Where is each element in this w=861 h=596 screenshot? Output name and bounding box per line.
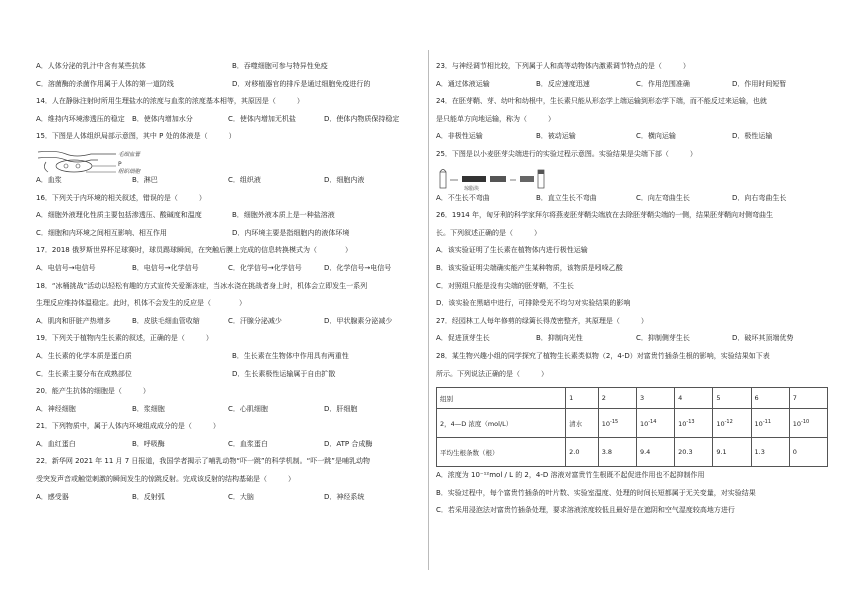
concentration-base: 10 [639,419,649,428]
answer-option: C．细胞和内环境之间相互影响、相互作用 [36,228,167,237]
answer-option: B．抑制向光性 [536,334,583,343]
concentration-base: 10 [678,419,687,428]
right.lines_bottom-options-row [436,332,828,350]
left.lines_bottom-text-line: 22．新华网 2021 年 11 月 7 日报道，我国学者揭示了哺乳动物“吓一跳”的科学机制。“吓一跳”是哺乳动物 [36,457,370,466]
concentration-exponent: -15 [610,418,619,425]
right.lines_bottom-text-line: 26．1914 年，匈牙利的科学家拜尔将燕麦胚芽鞘尖端放在去除胚芽鞘尖端的一侧，结果胚芽鞘向对侧弯曲生 [436,211,773,220]
answer-option: C．横向运输 [636,132,676,141]
answer-option: B．细胞外液本质上是一种盐溶液 [232,211,335,220]
fig15-label-p: P [118,160,122,168]
answer-option: B．反射弧 [132,492,165,501]
answer-option: D．化学信号→电信号 [324,263,392,272]
table-cell: 9.1 [713,438,751,467]
right.lines_bottom-text-line: 所示。下列说法正确的是（ ） [436,369,548,378]
table-cell: 0 [789,438,827,467]
left.lines_bottom-text-line: 受突发声音或触觉刺激的瞬间发生的惊跳反射。完成该反射的结构基础是（ ） [36,475,295,484]
right.lines_top-text-line: 是只能单方向地运输，称为（ ） [436,114,555,123]
answer-option: C．组织液 [228,175,261,184]
tissue-diagram-svg [36,148,166,174]
concentration-exponent: -13 [686,418,695,425]
answer-option: A．促进顶芽生长 [436,334,490,343]
table-row [437,409,828,438]
table-cell [789,409,827,438]
answer-option: D．细胞内液 [324,175,365,184]
answer-option: A．感受器 [36,492,69,501]
column-divider [428,50,429,570]
table-cell [598,409,636,438]
answer-option: C．化学信号→化学信号 [228,263,302,272]
answer-option: D．作用时间短暂 [732,79,787,88]
table-cell [636,409,674,438]
right.lines_bottom-text-line: D．该实验在黑暗中进行，可排除受光不均匀对实验结果的影响 [436,299,631,308]
concentration-base: 10 [601,419,611,428]
answer-option: B．皮肤毛细血管收缩 [132,316,200,325]
answer-option: A．神经细胞 [36,404,76,413]
left-column [36,60,420,508]
coleoptile-experiment-diagram [436,166,828,192]
answer-option: C．使体内增加无机盐 [228,114,296,123]
right-column [436,60,828,522]
table-row-label: 2，4—D 浓度（mol/L） [437,409,566,438]
answer-option: A．血红蛋白 [36,439,76,448]
fig15-label-cell: 组织细胞 [118,168,141,174]
answer-option: B．浆细胞 [132,404,165,413]
answer-option: B．呼吸酶 [132,439,165,448]
right.lines_bottom-options-row [436,192,828,210]
concentration-base: 清水 [569,419,583,428]
answer-option: A．肌肉和肝脏产热增多 [36,316,111,325]
table-header-cell: 7 [789,388,827,409]
concentration-exponent: -12 [724,418,733,425]
left.lines_top-options-row [36,60,420,78]
left.lines_bottom-text-line: 19．下列关于植物内生长素的叙述，正确的是（ ） [36,334,213,343]
left.lines_bottom-text-line: 21．下列物质中，属于人体内环境组成成分的是（ ） [36,422,220,431]
coleoptile-diagram-svg [436,166,556,192]
left.lines_top-text-line: 15．下图是人体组织局部示意图，其中 P 处的体液是（ ） [36,132,236,141]
table-cell [713,409,751,438]
answer-option: B．被动运输 [536,132,576,141]
answer-option: C．汗腺分泌减少 [228,316,282,325]
answer-option: A．非极性运输 [436,132,483,141]
table-header-cell: 3 [636,388,674,409]
table-header-cell: 2 [598,388,636,409]
answer-option: B．使体内增加水分 [132,114,193,123]
answer-option: D．破坏其顶端优势 [732,334,794,343]
right.lines_top-text-line: 25．下图是以小麦胚芽尖端进行的实验过程示意图。实验结果是尖端下部（ ） [436,149,697,158]
answer-option: A．电信号→电信号 [36,263,96,272]
answer-option: B．淋巴 [132,175,158,184]
answer-option: C．溶菌酶的杀菌作用属于人体的第一道防线 [36,79,174,88]
right.lines_bottom-text-line: C．对照组只能是没有尖端的胚芽鞘，不生长 [436,281,574,290]
answer-option: B．生长素在生物体中作用具有两重性 [232,351,349,360]
concentration-exponent: -10 [801,418,810,425]
answer-option: C．作用范围准确 [636,79,690,88]
concentration-base: 10 [792,419,802,428]
answer-option: C．抑制侧芽生长 [636,334,690,343]
table-row-label: 平均生根条数（根） [437,438,566,467]
concentration-exponent: -11 [762,418,771,425]
left.lines_bottom-options-row [36,491,420,509]
answer-option: B．吞噬细胞可参与特异性免疫 [232,62,328,70]
answer-option: C．心肌细胞 [228,404,268,413]
left.lines_top-options-row [36,113,420,131]
left.lines_bottom-options-row [36,227,420,245]
left.lines_bottom-options-row [36,209,420,227]
left.lines_bottom-text-line: 18．“冰桶挑战”活动以轻松有趣的方式宣传关爱渐冻症，当冰水浇在挑战者身上时，机体会立即发生一系列 [36,281,368,290]
answer-option: A．细胞外液理化性质主要包括渗透压、酸碱度和温度 [36,211,202,220]
answer-option: A．血浆 [36,175,62,184]
concentration-base: 10 [754,419,763,428]
left.lines_bottom-options-row [36,403,420,421]
right.lines_bottom-text-line: 28．某生物兴趣小组的同学探究了植物生长素类似物（2，4-D）对富贵竹插条生根的影响，实验结果如下表 [436,351,770,360]
table-cell [675,409,713,438]
left.lines_bottom-text-line: 生理反应维持体温稳定。此时，机体不会发生的反应是（ ） [36,299,246,308]
answer-option: A．不生长不弯曲 [436,193,490,202]
table-header-cell: 5 [713,388,751,409]
right.lines_after-text-line: C．若采用浸泡法对富贵竹插条处理，要求溶液浓度较低且最好是在遮阴和空气湿度较高地方进行 [436,506,735,515]
table-cell: 3.8 [598,438,636,467]
table-header-cell: 4 [675,388,713,409]
right.lines_top-options-row [436,78,828,96]
table-row [437,388,828,409]
table-cell [566,409,599,438]
answer-option: B．电信号→化学信号 [132,263,199,272]
table-header-cell: 6 [751,388,789,409]
table-cell: 2.0 [566,438,599,467]
experiment-results-table [436,387,828,467]
answer-option: D．内环境主要是指细胞内的液体环境 [232,228,350,237]
right.lines_top-text-line: 24．在胚芽鞘、芽、幼叶和幼根中，生长素只能从形态学上端运输到形态学下端，而不能反过来运输，也就 [436,97,767,106]
answer-option: D．生长素极性运输属于自由扩散 [232,369,336,378]
fig25-label-agar: 琼脂块 [464,185,480,192]
tissue-diagram [36,148,420,174]
left.lines_bottom-text-line: 20．能产生抗体的细胞是（ ） [36,387,150,396]
table-header-cell: 组别 [437,388,566,409]
left.lines_bottom-options-row [36,262,420,280]
table-cell: 20.3 [675,438,713,467]
answer-option: D．神经系统 [324,492,365,501]
table-row [437,438,828,467]
answer-option: C．向左弯曲生长 [636,193,690,202]
table-cell: 1.3 [751,438,789,467]
answer-option: D．ATP 合成酶 [324,439,373,448]
right.lines_top-text-line: 23．与神经调节相比较，下列属于人和高等动物体内激素调节特点的是（ ） [436,62,690,70]
answer-option: D．极性运输 [732,132,773,141]
table-cell: 9.4 [636,438,674,467]
right.lines_bottom-text-line: A．该实验证明了生长素在植物体内进行极性运输 [436,246,588,255]
answer-option: A．维持内环境渗透压的稳定 [36,114,125,123]
answer-option: A．通过体液运输 [436,79,490,88]
answer-option: B．反应速度迅速 [536,79,590,88]
left.lines_top-options-row [36,78,420,96]
answer-option: C．血浆蛋白 [228,439,268,448]
right.lines_bottom-text-line: B．该实验证明尖端确实能产生某种物质，该物质是吲哚乙酸 [436,263,623,272]
answer-option: A．人体分泌的乳汁中含有某些抗体 [36,62,146,70]
fig15-label-capillary: 毛细血管 [118,151,141,158]
table-cell [751,409,789,438]
answer-option: D．甲状腺素分泌减少 [324,316,393,325]
answer-option: D．肝细胞 [324,404,358,413]
answer-option: B．直立生长不弯曲 [536,193,597,202]
left.lines_bottom-options-row [36,174,420,192]
answer-option: A．生长素的化学本质是蛋白质 [36,351,132,360]
left.lines_bottom-options-row [36,438,420,456]
answer-option: C．大脑 [228,492,254,501]
left.lines_bottom-text-line: 17．2018 俄罗斯世界杯足球赛时，球员踢球瞬间，在突触后膜上完成的信息转换模式为（ ） [36,246,352,255]
left.lines_bottom-options-row [36,368,420,386]
right.lines_after-text-line: A．浓度为 10⁻¹²mol / L 的 2，4-D 溶液对富贵竹生根既不起促进作用也不起抑制作用 [436,471,705,480]
answer-option: D．向右弯曲生长 [732,193,787,202]
concentration-exponent: -14 [648,418,657,425]
right.lines_bottom-text-line: 长。下列叙述正确的是（ ） [436,228,541,237]
table-header-cell: 1 [566,388,599,409]
concentration-base: 10 [716,419,725,428]
left.lines_top-text-line: 14．人在静脉注射时所用生理盐水的浓度与血浆的浓度基本相等，其原因是（ ） [36,97,304,106]
answer-option: D．对移植器官的排斥是通过细胞免疫进行的 [232,79,371,88]
left.lines_bottom-options-row [36,315,420,333]
left.lines_bottom-options-row [36,350,420,368]
answer-option: C．生长素主要分布在成熟部位 [36,369,132,378]
left.lines_bottom-text-line: 16．下列关于内环境的相关叙述，错误的是（ ） [36,193,206,202]
right.lines_top-options-row [436,130,828,148]
right.lines_bottom-text-line: 27．经园林工人每年修剪的绿篱长得茂密整齐，其原理是（ ） [436,316,648,325]
answer-option: D．使体内物质保持稳定 [324,114,400,123]
right.lines_after-text-line: B．实验过程中，每个富贵竹插条的叶片数、实验室温度、处理的时间长短都属于无关变量，对实验结果 [436,488,756,497]
